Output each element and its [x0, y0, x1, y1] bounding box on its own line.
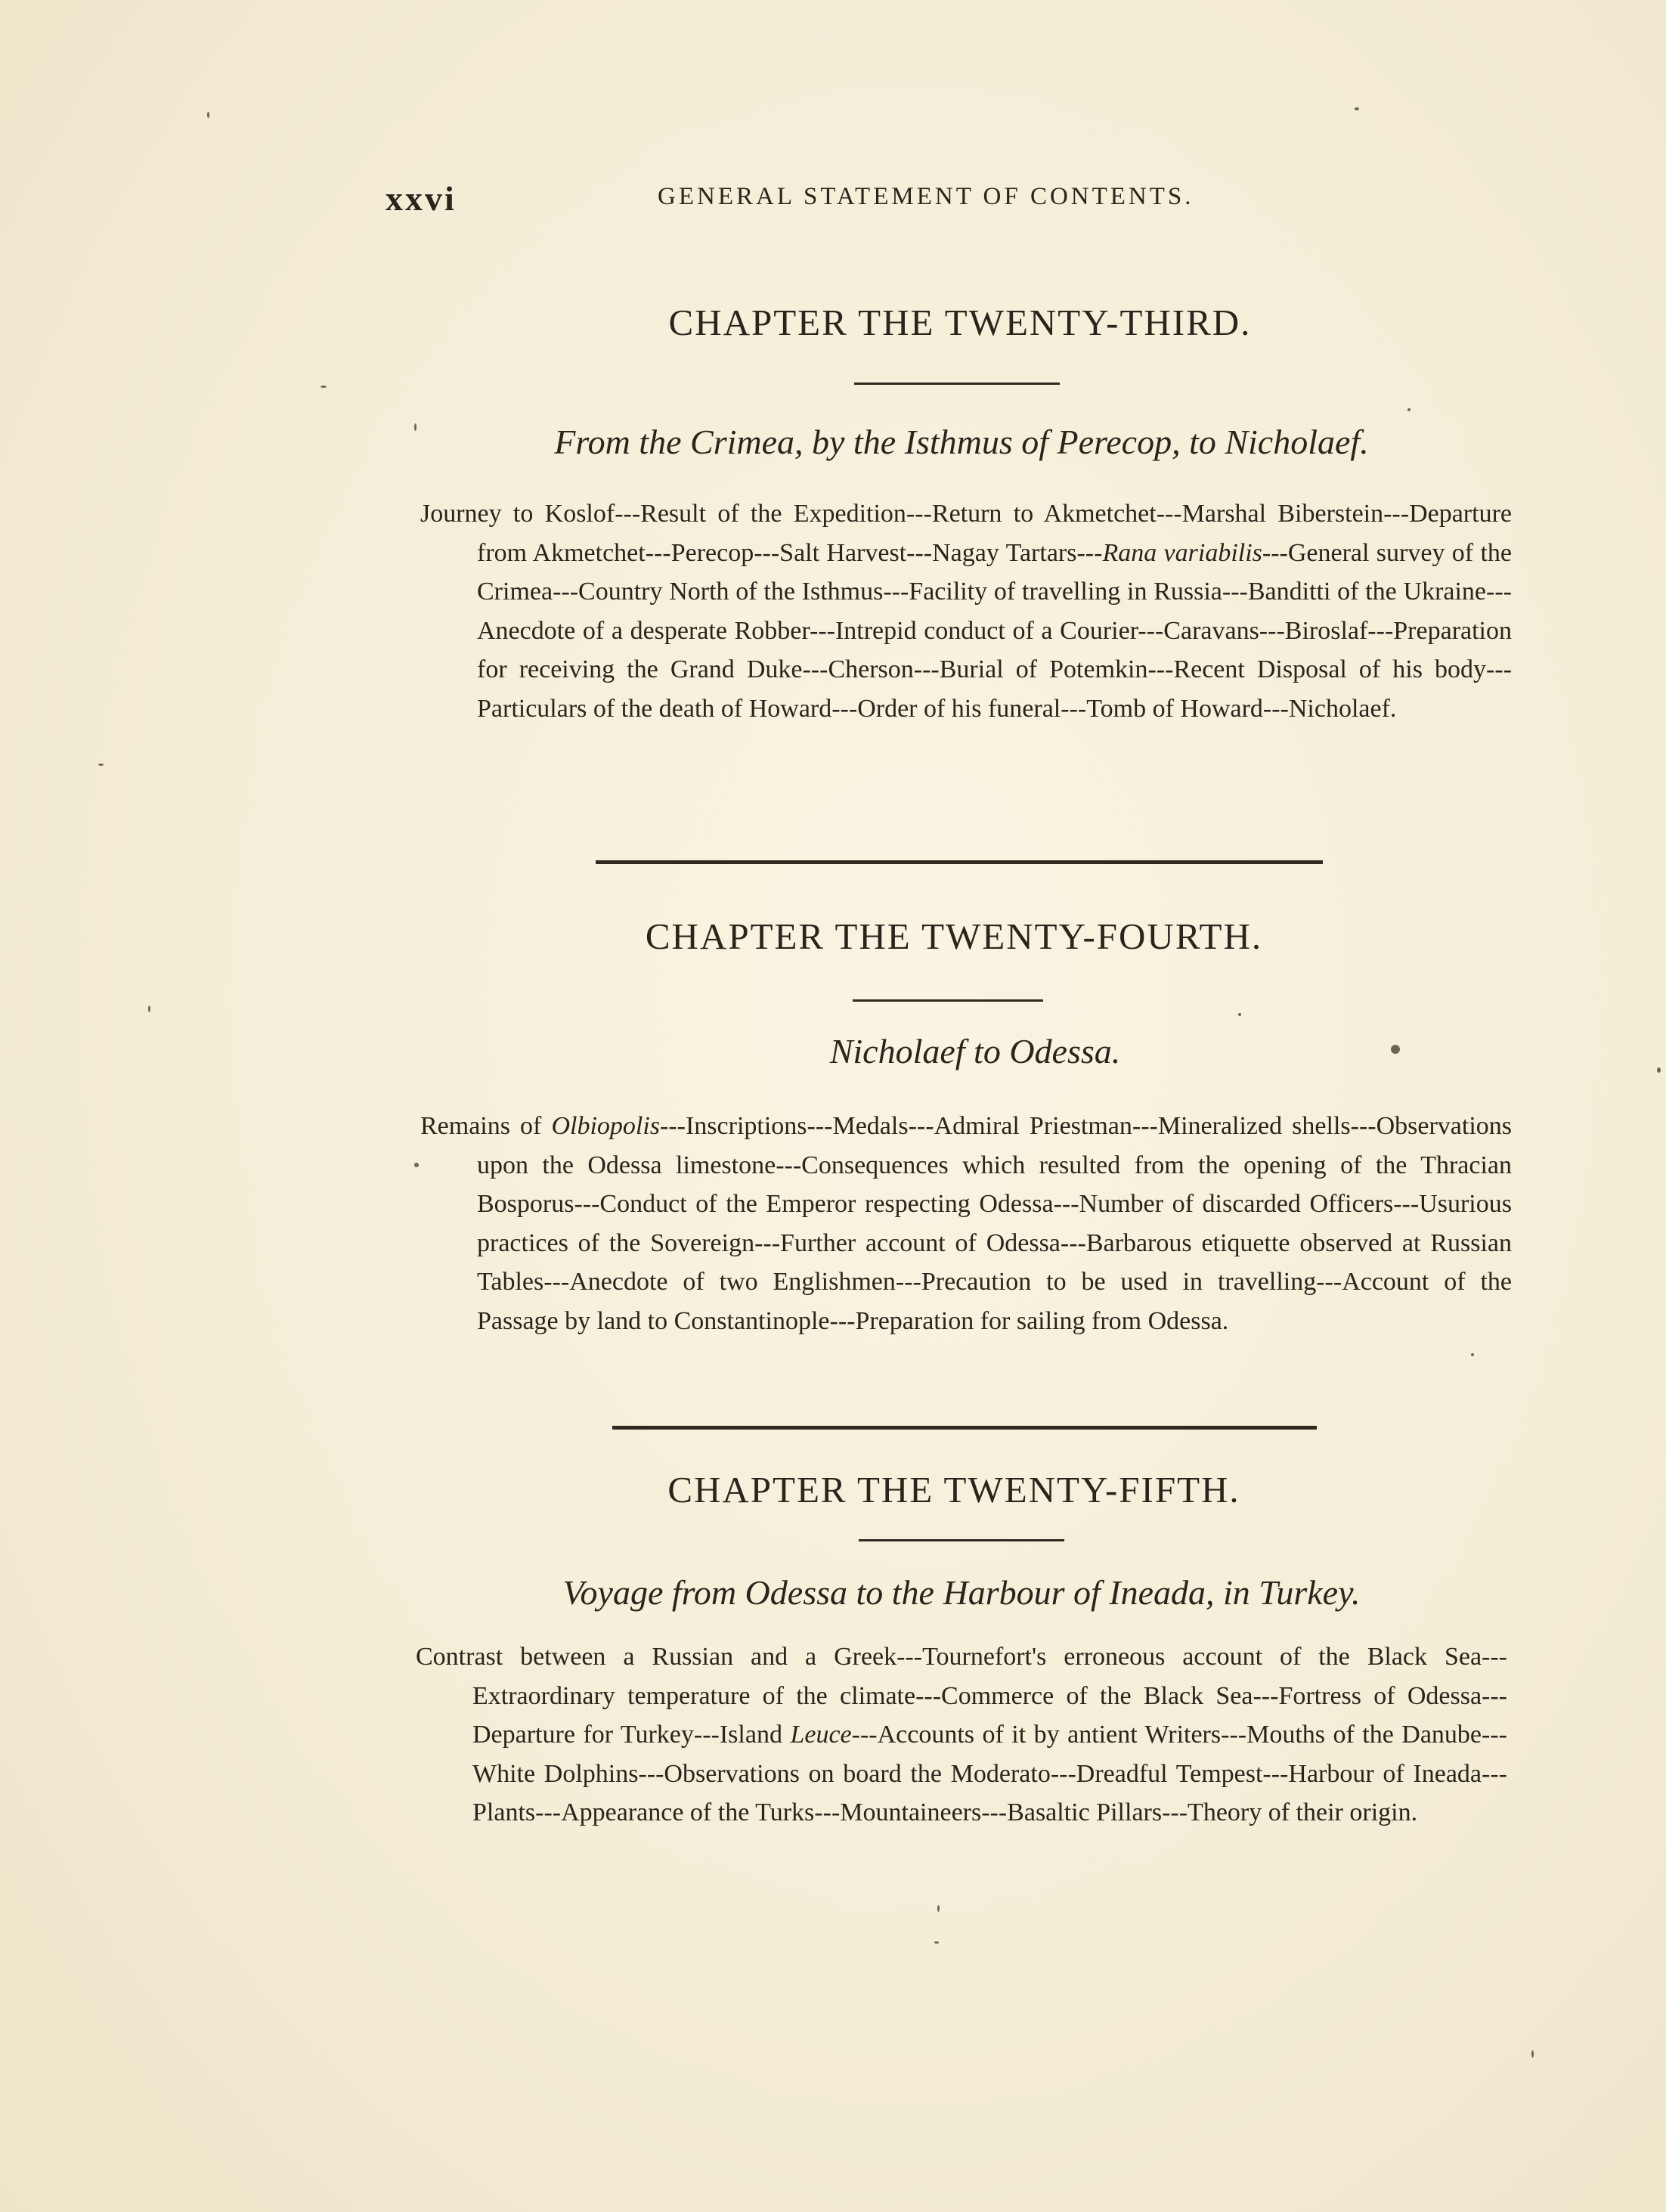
paper-speck	[1471, 1353, 1474, 1356]
running-title: GENERAL STATEMENT OF CONTENTS.	[658, 183, 1194, 210]
summary-italic-term: Leuce	[790, 1721, 852, 1749]
paper-speck	[207, 112, 209, 118]
chapter-subtitle: Voyage from Odessa to the Harbour of Ineada, in Turkey.	[562, 1573, 1361, 1612]
chapter-summary	[420, 494, 1512, 728]
summary-text: ---General survey of the Crimea---Country North of the Isthmus---Facility of travelling in Russia---Banditti of the Ukraine---Anecdote of a desperate Robber---Intrepid conduct of a Courier---Caravans---Biroslaf---Preparation for receiving the Grand Duke---Cherson---Burial of Potemkin---Recent Disposal of his body---Particulars of the death of Howard---Order of his funeral---Tomb of Howard---Nicholaef.	[477, 538, 1512, 723]
paper-speck	[148, 1005, 150, 1012]
chapter-divider	[596, 860, 1323, 864]
paper-speck	[98, 764, 104, 766]
chapter-rule	[859, 1539, 1064, 1541]
chapter-heading: CHAPTER THE TWENTY-FIFTH.	[667, 1469, 1240, 1510]
paper-speck	[414, 1163, 419, 1167]
chapter-divider	[612, 1426, 1317, 1430]
chapter-subtitle: From the Crimea, by the Isthmus of Perecop, to Nicholaef.	[554, 423, 1369, 461]
summary-text: ---Accounts of it by antient Writers---Mouths of the Danube---White Dolphins---Observations on board the Moderato---Dreadful Tempest---Harbour of Ineada---Plants---Appearance of the Turks---Mountaineers---Basaltic Pillars---Theory of their origin.	[472, 1721, 1507, 1826]
paper-speck	[934, 1941, 939, 1944]
summary-text: ---Inscriptions---Medals---Admiral Priestman---Mineralized shells---Observations upon the Odessa limestone---Consequences which resulted from the opening of the Thracian Bosporus---Conduct of the Emperor respecting Odessa---Number of discarded Officers---Usurious practices of the Sovereign---Further account of Odessa---Barbarous etiquette observed at Russian Tables---Anecdote of two Englishmen---Precaution to be used in travelling---Account of the Passage by land to Constantinople---Preparation for sailing from Odessa.	[477, 1112, 1512, 1335]
summary-text: Contrast between a Russian and a Greek---Tournefort's erroneous account of the Black Sea---Extraordinary temperature of the climate---Commerce of the Black Sea---Fortress of Odessa---Departure for Turkey---Island	[416, 1643, 1507, 1749]
page-number: xxvi	[386, 179, 457, 218]
chapter-heading: CHAPTER THE TWENTY-THIRD.	[668, 302, 1252, 343]
running-head	[0, 178, 1666, 224]
paper-speck	[1238, 1013, 1241, 1016]
chapter-summary	[416, 1637, 1507, 1832]
paper-speck	[1407, 408, 1411, 411]
chapter-heading: CHAPTER THE TWENTY-FOURTH.	[645, 915, 1263, 957]
summary-italic-term: Olbiopolis	[551, 1112, 661, 1140]
chapter-subtitle: Nicholaef to Odessa.	[829, 1032, 1121, 1070]
summary-text: Journey to Koslof---Result of the Expedition---Return to Akmetchet---Marshal Biberstein---Departure from Akmetchet---Perecop---Salt Harvest---Nagay Tartars---	[420, 500, 1512, 567]
paper-speck	[1531, 2050, 1534, 2058]
paper-speck	[1355, 107, 1359, 110]
chapter-rule	[854, 383, 1060, 385]
paper-speck	[321, 386, 327, 388]
summary-italic-term: Rana variabilis	[1102, 538, 1262, 567]
summary-text: Remains of	[420, 1112, 552, 1140]
chapter-summary	[420, 1107, 1512, 1340]
chapter-rule	[853, 999, 1043, 1002]
paper-speck	[937, 1905, 940, 1912]
